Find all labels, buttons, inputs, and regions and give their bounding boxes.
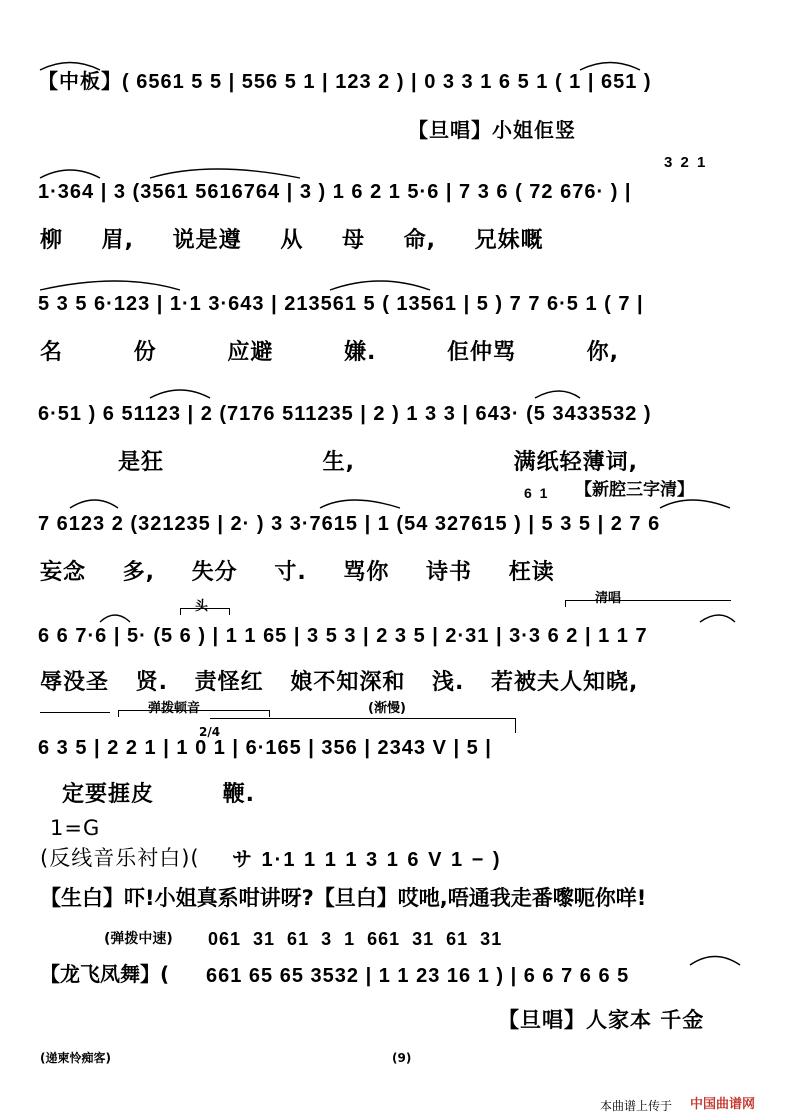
bracket-continuation (40, 712, 110, 717)
tanbo-label: (弹拨中速) (104, 931, 173, 947)
notation-row-3: 5 3 5 6·123 | 1·1 3·643 | 213561 5 ( 13561 | 5 ) 7 7 6·5 1 ( 7 | (38, 293, 644, 315)
dialogue-line: 【生白】吓!小姐真系咁讲呀?【旦白】哎吔,唔通我走番嚟呃你咩! (40, 886, 647, 910)
slur (580, 63, 640, 71)
slur (40, 170, 100, 178)
lyric-row-7: 定要捱皮 鞭. (62, 782, 256, 807)
mark-tou: 头 (195, 599, 209, 614)
footer-title: (递柬怜痴客) (40, 1051, 111, 1065)
site-logo: 中国曲谱网 (690, 1097, 756, 1112)
notation-row-4: 6·51 ) 6 51123 | 2 (7176 511235 | 2 ) 1 3 3 | 643· (5 3433532 ) (38, 403, 652, 425)
bracket-tanbo (118, 710, 270, 717)
bracket-qingchang (565, 600, 731, 607)
slur (535, 391, 580, 398)
lyric-row-1: 【旦唱】小姐佢竖 (408, 118, 576, 142)
lyric-row-4: 是狂 生, 满纸轻薄词, (118, 450, 639, 475)
notation-row-5: 7 6123 2 (321235 | 2· ) 3 3·7615 | 1 (54 327615 ) | 5 3 5 | 2 7 6 (38, 513, 661, 535)
tanbo-notes: 061 31 61 3 1 661 31 61 31 (208, 929, 503, 949)
interlude-label: (反线音乐衬白)( (40, 846, 200, 870)
longfei-label: 【龙飞凤舞】( (40, 962, 170, 986)
slur (700, 615, 735, 622)
slur (150, 390, 210, 398)
notation-row-6: 6 6 7·6 | 5· (5 6 ) | 1 1 65 | 3 5 3 | 2 3 5 | 2·31 | 3·3 6 2 | 1 1 7 (38, 625, 648, 647)
mark-qingchang: 清唱 (595, 591, 622, 606)
page-number: (9) (392, 1051, 412, 1065)
lyric-row-2: 柳 眉, 说是遵 从 母 命, 兄妹嘅 (40, 228, 544, 253)
notation-row-7: 6 3 5 | 2 2 1 | 1 0 1 | 6·165 | 356 | 2343 V | 5 | (38, 737, 492, 759)
mark-tanbo: 弹拨顿音 (148, 701, 201, 716)
slur (330, 281, 430, 290)
upload-note: 本曲谱上传于 (600, 1099, 673, 1113)
notation-row-2: 1·364 | 3 (3561 5616764 | 3 ) 1 6 2 1 5·6 | 7 3 6 ( 72 676· ) | (38, 181, 632, 203)
interlude-notes: サ 1·1 1 1 1 3 1 6 V 1 − ) (232, 849, 502, 871)
slur (660, 500, 730, 508)
slur (150, 169, 300, 178)
slur (40, 281, 180, 290)
lyric-row-3: 名 份 应避 嫌. 佢仲骂 你, (40, 340, 620, 365)
slur (70, 500, 118, 508)
longfei-notes: 661 65 65 3532 | 1 1 23 16 1 ) | 6 6 7 6 6 5 (206, 965, 630, 987)
key-signature: 1=G (50, 816, 101, 840)
notation-row-1: 【中板】( 6561 5 5 | 556 5 1 | 123 2 ) | 0 3 3 1 6 5 1 ( 1 | 651 ) (38, 71, 652, 93)
mark-jianman: (渐慢) (368, 701, 406, 716)
above-notes-row-2: 3 2 1 (664, 154, 708, 171)
lyric-row-6: 辱没圣 贤. 责怪红 娘不知深和 浅. 若被夫人知晓, (40, 670, 639, 695)
bracket-jianman (210, 718, 516, 733)
slur (100, 615, 130, 622)
lyric-row-5: 妄念 多, 失分 寸. 骂你 诗书 枉读 (40, 560, 555, 585)
above-notes-row-5: 6 1 (524, 485, 550, 501)
longfei-lyric: 【旦唱】人家本 千金 (498, 1008, 705, 1032)
bracket-tou (180, 608, 230, 615)
time-signature: 2/4 (199, 725, 221, 739)
slur (40, 63, 100, 71)
tag-row-5: 【新腔三字清】 (575, 480, 694, 500)
slur (690, 957, 740, 966)
slur (320, 500, 400, 508)
